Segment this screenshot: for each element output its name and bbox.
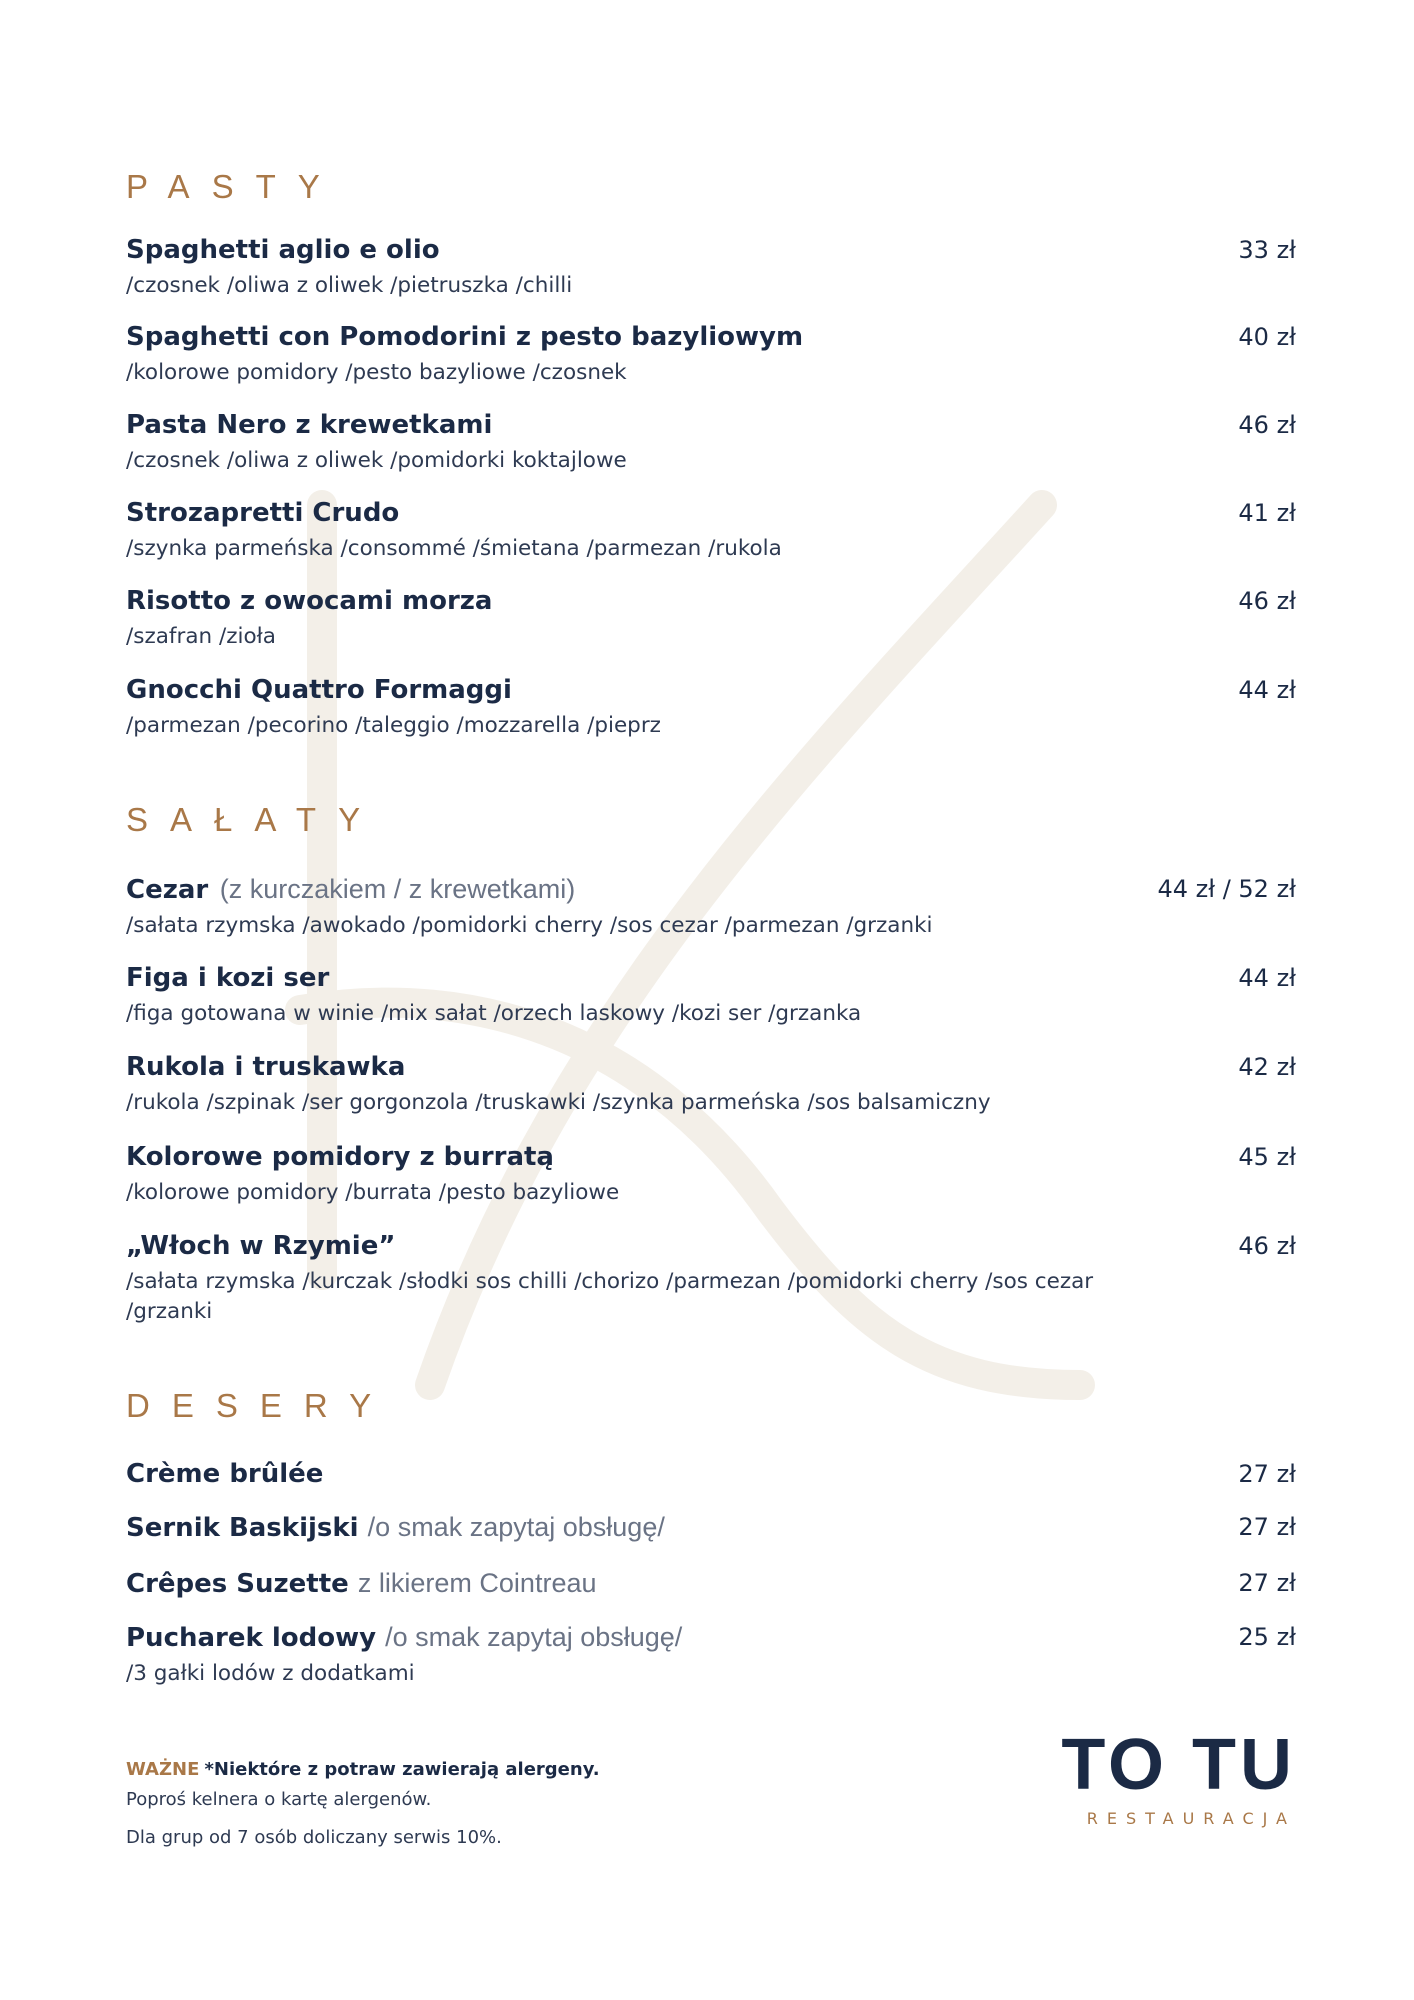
item-price: 27 zł [1238,1513,1296,1541]
item-price: 46 zł [1238,1232,1296,1260]
menu-item [126,584,1296,652]
item-name: Spaghetti con Pomodorini z pesto bazyliowym [126,322,804,352]
item-name: Crêpes Suzette [126,1569,349,1599]
item-name: Cezar [126,875,209,905]
item-price: 46 zł [1238,587,1296,615]
item-price: 40 zł [1238,323,1296,351]
menu-item [126,320,1296,388]
item-note: /o smak zapytaj obsługę/ [385,1622,683,1652]
important-label: WAŻNE [126,1759,200,1780]
item-name: Rukola i truskawka [126,1052,406,1082]
menu-item [126,1566,1296,1604]
menu-item [126,1050,1296,1118]
item-note: z likierem Cointreau [357,1568,597,1598]
menu-item [126,961,1296,1029]
item-price: 42 zł [1238,1053,1296,1081]
item-name: Gnocchi Quattro Formaggi [126,675,512,705]
item-description: /kolorowe pomidory /pesto bazyliowe /czosnek [126,360,627,385]
item-price: 25 zł [1238,1623,1296,1651]
item-note: /o smak zapytaj obsługę/ [367,1512,665,1542]
item-price: 44 zł [1238,964,1296,992]
item-name: Spaghetti aglio e olio [126,235,440,265]
menu-item [126,872,1296,941]
section-title-pasty: PASTY [126,168,342,205]
menu-item [126,1510,1296,1548]
allergen-warning: *Niektóre z potraw zawierają alergeny. [204,1759,600,1780]
menu-item [126,1229,1296,1327]
item-price: 45 zł [1238,1143,1296,1171]
item-price: 46 zł [1238,411,1296,439]
item-name: Crème brûlée [126,1459,324,1489]
item-price: 27 zł [1238,1460,1296,1488]
item-description: /czosnek /oliwa z oliwek /pietruszka /chilli [126,273,573,298]
item-name: Sernik Baskijski [126,1513,359,1543]
item-description: /sałata rzymska /kurczak /słodki sos chilli /chorizo /parmezan /pomidorki cherry /sos cezar /grzanki [126,1269,1094,1324]
item-description: /3 gałki lodów z dodatkami [126,1661,415,1686]
item-name: Strozapretti Crudo [126,498,400,528]
menu-page [126,0,1296,2000]
item-name: Risotto z owocami morza [126,586,493,616]
item-name: „Włoch w Rzymie” [126,1231,396,1261]
item-name: Figa i kozi ser [126,963,330,993]
item-description: /szafran /zioła [126,624,276,649]
logo [1054,1725,1296,1828]
item-description: /rukola /szpinak /ser gorgonzola /truskawki /szynka parmeńska /sos balsamiczny [126,1090,991,1115]
item-description: /kolorowe pomidory /burrata /pesto bazyliowe [126,1180,620,1205]
item-note: (z kurczakiem / z krewetkami) [212,874,576,904]
footer-notes [126,1755,826,1853]
item-name: Kolorowe pomidory z burratą [126,1142,554,1172]
menu-item [126,233,1296,301]
item-price: 33 zł [1238,236,1296,264]
item-description: /figa gotowana w winie /mix sałat /orzech laskowy /kozi ser /grzanka [126,1001,862,1026]
item-description: /czosnek /oliwa z oliwek /pomidorki koktajlowe [126,448,627,473]
item-name: Pucharek lodowy [126,1623,377,1653]
item-price: 41 zł [1238,499,1296,527]
logo-subtitle: RESTAURACJA [1086,1809,1296,1828]
section-title-salaty: SAŁATY [126,801,383,838]
item-name: Pasta Nero z krewetkami [126,410,493,440]
allergen-note: Poproś kelnera o kartę alergenów. [126,1789,432,1810]
item-description: /sałata rzymska /awokado /pomidorki cherry /sos cezar /parmezan /grzanki [126,913,933,938]
menu-item [126,408,1296,476]
item-description: /szynka parmeńska /consommé /śmietana /parmezan /rukola [126,536,782,561]
menu-item [126,1620,1296,1689]
item-price: 44 zł / 52 zł [1157,875,1296,903]
service-note: Dla grup od 7 osób doliczany serwis 10%. [126,1827,502,1848]
section-title-desery: DESERY [126,1387,394,1424]
logo-wordmark: TO TU [1061,1725,1296,1805]
item-description: /parmezan /pecorino /taleggio /mozzarella /pieprz [126,713,661,738]
menu-item [126,496,1296,564]
menu-item [126,1140,1296,1208]
menu-item [126,1457,1296,1494]
item-price: 44 zł [1238,676,1296,704]
item-price: 27 zł [1238,1569,1296,1597]
menu-item [126,673,1296,741]
